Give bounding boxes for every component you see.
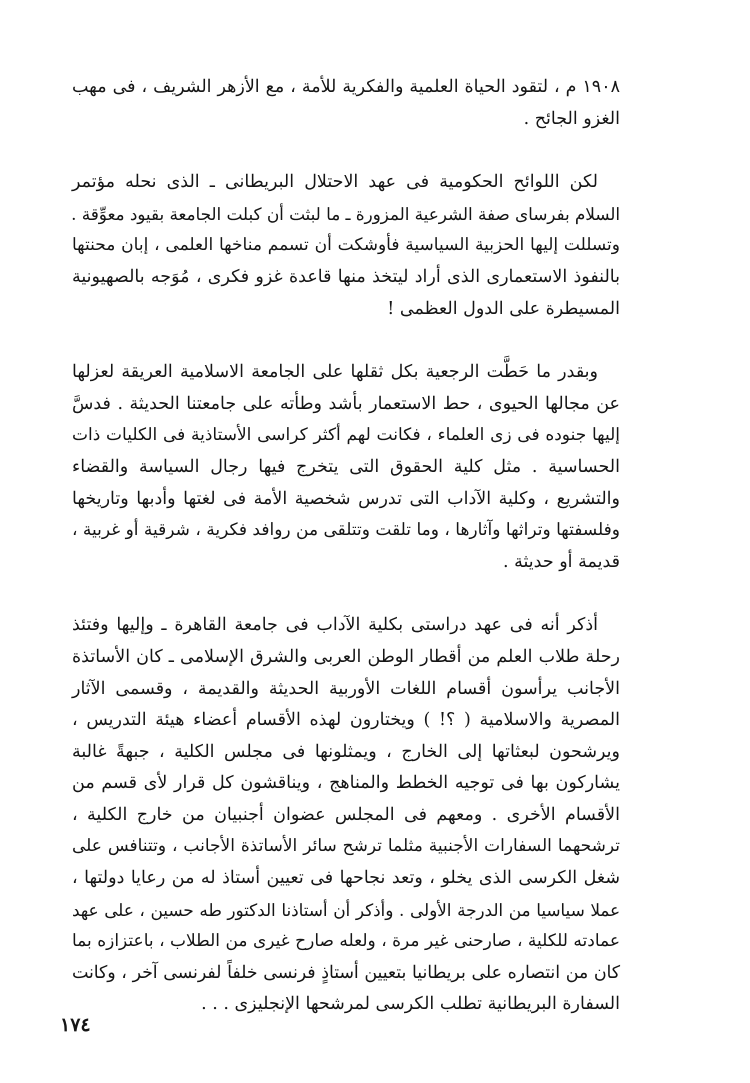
text-line: المسيطرة على الدول العظمى ! xyxy=(387,298,620,319)
paragraph-gap xyxy=(72,135,620,167)
text-line: وتسللت إليها الحزبية السياسية فأوشكت أن تسمم مناخها العلمى ، إبان محنتها xyxy=(72,235,620,256)
text-line: ويرشحون لبعثاتها إلى الخارج ، ويمثلونها فى مجلس الكلية ، جبهةً غالبة xyxy=(72,741,620,762)
text-line: ١٩٠٨ م ، لتقود الحياة العلمية والفكرية للأمة ، مع الأزهر الشريف ، فى مهب xyxy=(72,77,620,97)
text-line: أذكر أنه فى عهد دراستى بكلية الآداب فى جامعة القاهرة ـ وإليها وفتئذ xyxy=(72,615,598,636)
paragraph-gap xyxy=(72,325,620,357)
text-line: رحلة طلاب العلم من أقطار الوطن العربى والشرق الإسلامى ـ كان الأساتذة xyxy=(72,646,620,667)
text-line: والتشريع ، وكلية الآداب التى تدرس شخصية الأمة فى لغتها وأدبها وتاريخها xyxy=(72,488,620,509)
paragraph-1 xyxy=(72,72,620,135)
text-line: الغزو الجائح . xyxy=(523,108,620,129)
paragraph-4 xyxy=(72,610,620,1021)
text-line: عملا سياسيا من الدرجة الأولى . وأذكر أن أستاذنا الدكتور طه حسين ، على عهد xyxy=(72,899,620,920)
text-line: يشاركون بها فى توجيه الخطط والمناهج ، ويناقشون كل قرار لأى قسم من xyxy=(72,773,620,794)
text-line: كان من انتصاره على بريطانيا بتعيين أستاذٍ فرنسى خلفاً لفرنسى آخر ، وكانت xyxy=(72,962,620,983)
text-line: عن مجالها الحيوى ، حط الاستعمار بأشد وطأته على جامعتنا الحديثة . فدسَّ xyxy=(72,393,620,414)
text-line: وفلسفتها وتراثها وآثارها ، وما تلقت وتتلقى من روافد فكرية ، شرقية أو غربية ، xyxy=(72,520,620,541)
text-line: السلام بفرساى صفة الشرعية المزورة ـ ما لبثت أن كبلت الجامعة بقيود معوِّقة . xyxy=(71,203,620,224)
text-line: الأجانب يرأسون أقسام اللغات الأوربية الحديثة والقديمة ، وقسمى الآثار xyxy=(72,678,620,699)
text-line: الأقسام الأخرى . ومعهم فى المجلس عضوان أجنبيان من خارج الكلية ، xyxy=(72,804,620,825)
text-line: المصرية والاسلامية ( ؟! ) ويختارون لهذه الأقسام أعضاء هيئة التدريس ، xyxy=(72,710,620,731)
book-page xyxy=(72,72,620,1021)
text-line: لكن اللوائح الحكومية فى عهد الاحتلال البريطانى ـ الذى نحله مؤتمر xyxy=(72,172,598,193)
text-line: قديمة أو حديثة . xyxy=(502,551,620,572)
paragraph-3 xyxy=(72,357,620,578)
text-line: الحساسية . مثل كلية الحقوق التى يتخرج فيها رجال السياسة والقضاء xyxy=(72,456,620,477)
page-number: ١٧٤ xyxy=(60,1014,91,1036)
text-line: ترشحهما السفارات الأجنبية مثلما ترشح سائر الأساتذة الأجانب ، وتتنافس على xyxy=(72,836,620,857)
paragraph-gap xyxy=(72,578,620,610)
text-line: عمادته للكلية ، صارحنى غير مرة ، ولعله صارح غيرى من الطلاب ، باعتزازه بما xyxy=(72,931,620,952)
text-line: السفارة البريطانية تطلب الكرسى لمرشحها الإنجليزى . . . xyxy=(201,994,620,1015)
text-line: شغل الكرسى الذى يخلو ، وتعد نجاحها فى تعيين أستاذ له من رعايا دولتها ، xyxy=(72,868,620,889)
text-line: وبقدر ما حَطَّت الرجعية بكل ثقلها على الجامعة الاسلامية العريقة لعزلها xyxy=(72,362,598,383)
text-line: إليها جنوده فى زى العلماء ، فكانت لهم أكثر كراسى الأستاذية فى الكليات ذات xyxy=(72,425,620,446)
paragraph-2 xyxy=(72,167,620,325)
text-line: بالنفوذ الاستعمارى الذى أراد ليتخذ منها قاعدة غزو فكرى ، مُوَجه بالصهيونية xyxy=(72,266,620,287)
